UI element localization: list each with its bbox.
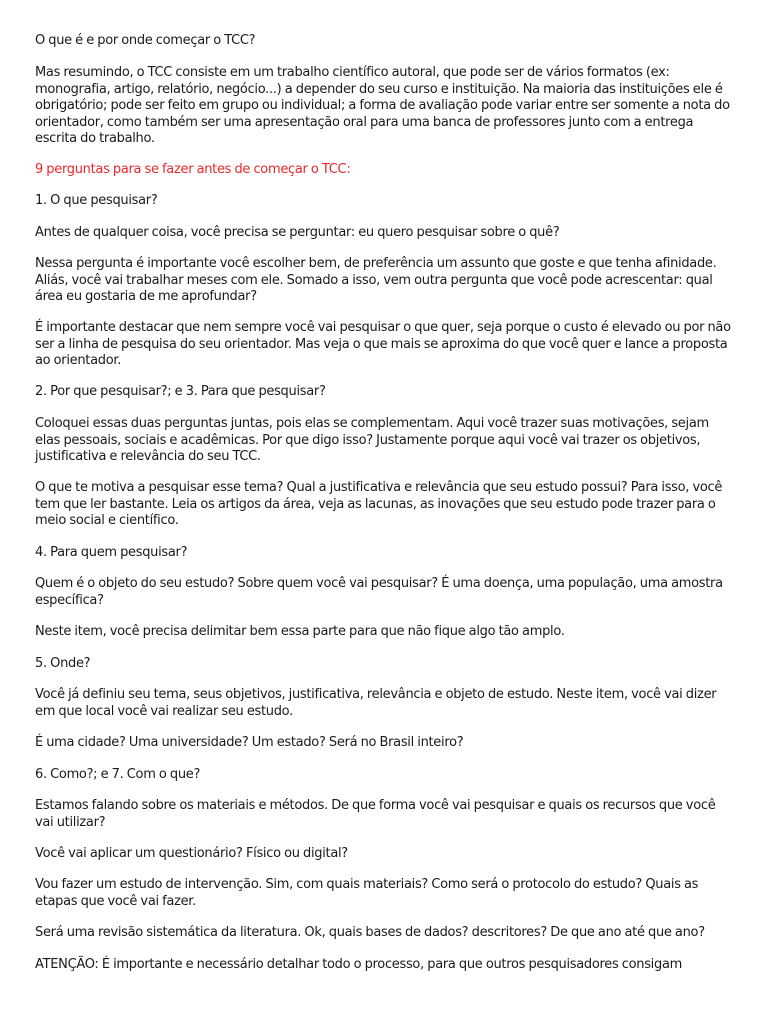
paragraph: Será uma revisão sistemática da literatura. Ok, quais bases de dados? descritores? De que ano até que ano?	[35, 925, 705, 940]
paragraph-attention: ATENÇÃO: É importante e necessário detalhar todo o processo, para que outros pesquisadores consigam	[35, 957, 682, 972]
paragraph: É importante destacar que nem sempre você vai pesquisar o que quer, seja porque o custo é elevado ou por não ser a linha de pesquisa do seu orientador. Mas veja o que mais se aproxima do que você quer e lance a proposta ao orientador.	[35, 320, 731, 368]
paragraph: Coloquei essas duas perguntas juntas, pois elas se complementam. Aqui você trazer suas motivações, sejam elas pessoais, sociais e acadêmicas. Por que digo isso? Justamente porque aqui você vai trazer os objetivos, justificativa e relevância do seu TCC.	[35, 416, 709, 464]
paragraph-intro: Mas resumindo, o TCC consiste em um trabalho científico autoral, que pode ser de vários formatos (ex: monografia, artigo, relatório, negócio...) a depender do seu curso e instituição. Na maioria das instituições ele é obrigatório; pode ser feito em grupo ou individual; a forma de avaliação pode variar entre ser somente a nota do orientador, como também ser uma apresentação oral para uma banca de professores junto com a entrega escrita do trabalho.	[35, 65, 730, 146]
paragraph: Quem é o objeto do seu estudo? Sobre quem você vai pesquisar? É uma doença, uma população, uma amostra específica?	[35, 576, 723, 608]
paragraph: Você vai aplicar um questionário? Físico ou digital?	[35, 846, 348, 861]
paragraph: Nessa pergunta é importante você escolher bem, de preferência um assunto que goste e que tenha afinidade. Aliás, você vai trabalhar meses com ele. Somado a isso, vem outra pergunta que você pode acrescentar: qual área eu gostaria de me aprofundar?	[35, 256, 717, 304]
question-heading-2-3: 2. Por que pesquisar?; e 3. Para que pesquisar?	[35, 384, 326, 399]
paragraph: Você já definiu seu tema, seus objetivos, justificativa, relevância e objeto de estudo. Neste item, você vai dizer em que local você vai realizar seu estudo.	[35, 687, 717, 719]
paragraph: Neste item, você precisa delimitar bem essa parte para que não fique algo tão amplo.	[35, 624, 565, 639]
question-heading-4: 4. Para quem pesquisar?	[35, 545, 188, 560]
paragraph: O que te motiva a pesquisar esse tema? Qual a justificativa e relevância que seu estudo possui? Para isso, você tem que ler bastante. Leia os artigos da área, veja as lacunas, as inovações que seu estudo pode trazer para o meio social e científico.	[35, 480, 723, 528]
paragraph: Vou fazer um estudo de intervenção. Sim, com quais materiais? Como será o protocolo do estudo? Quais as etapas que você vai fazer.	[35, 877, 699, 909]
question-heading-5: 5. Onde?	[35, 656, 91, 671]
section-heading: 9 perguntas para se fazer antes de começar o TCC:	[35, 162, 351, 177]
paragraph: Antes de qualquer coisa, você precisa se perguntar: eu quero pesquisar sobre o quê?	[35, 225, 560, 240]
question-heading-1: 1. O que pesquisar?	[35, 193, 158, 208]
paragraph: É uma cidade? Uma universidade? Um estado? Será no Brasil inteiro?	[35, 735, 464, 750]
paragraph: Estamos falando sobre os materiais e métodos. De que forma você vai pesquisar e quais os recursos que você vai utilizar?	[35, 798, 716, 830]
question-heading-6-7: 6. Como?; e 7. Com o que?	[35, 767, 201, 782]
doc-title: O que é e por onde começar o TCC?	[35, 33, 256, 48]
